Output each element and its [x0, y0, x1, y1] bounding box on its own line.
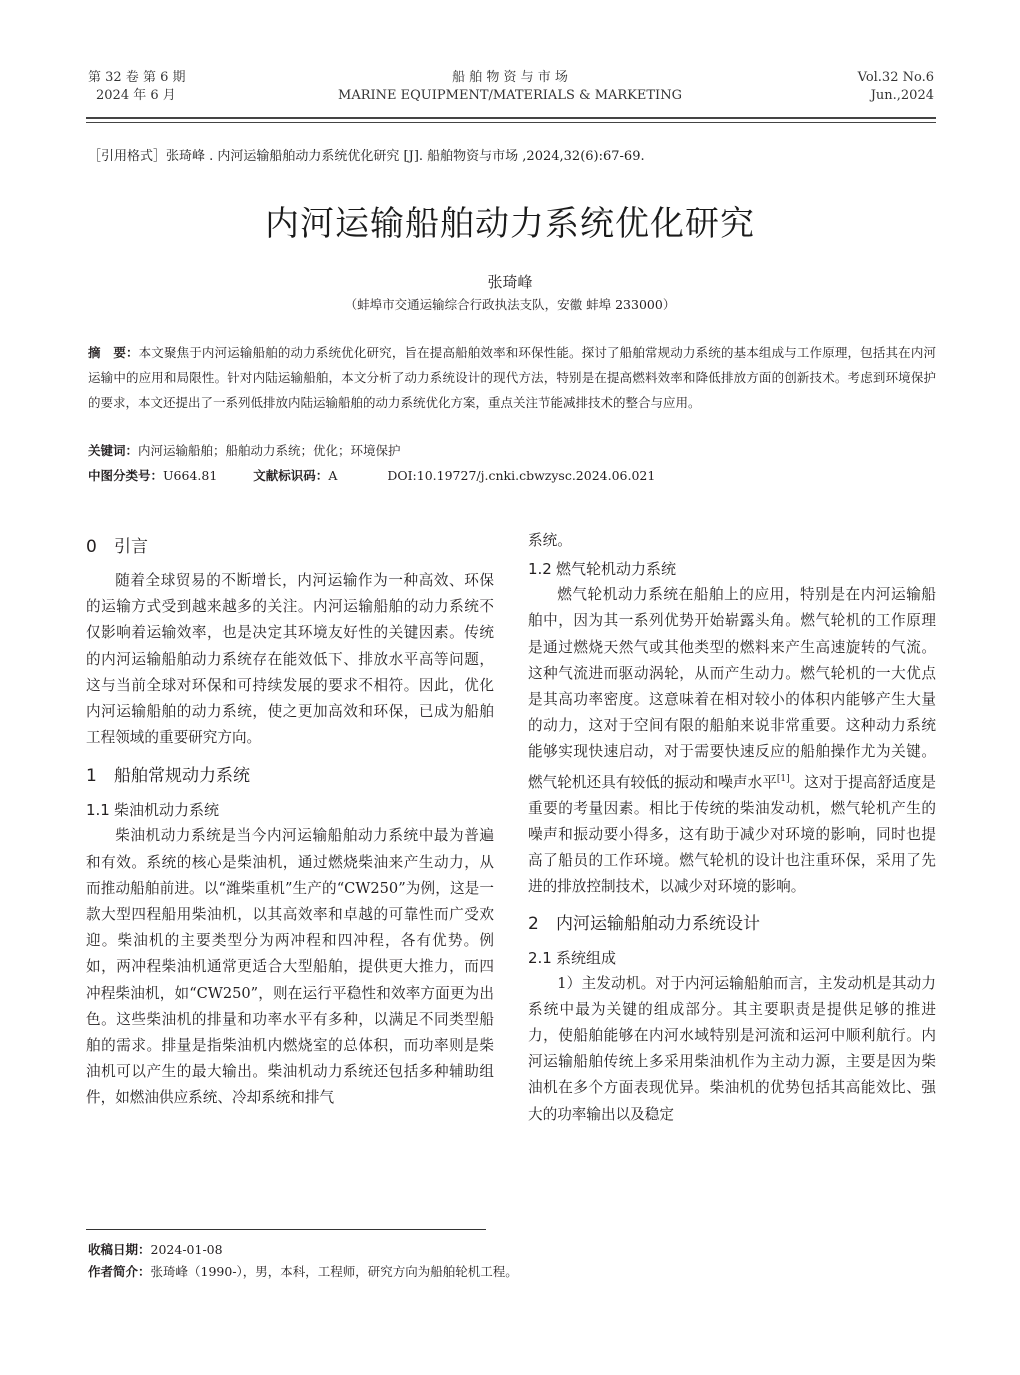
abstract	[88, 340, 936, 415]
section-number: 0	[86, 537, 97, 557]
paragraph: 1）主发动机。对于内河运输船舶而言，主发动机是其动力系统中最为关键的组成部分。其主要职责是提供足够的推进力，使船舶能够在内河水域特别是河流和运河中顺利航行。内河运输船舶传统上多采用柴油机作为主动力源，主要是因为柴油机在多个方面表现优异。柴油机的优势包括其高能效比、强大的功率输出以及稳定	[528, 974, 936, 1123]
section-number: 1	[86, 766, 97, 787]
paper-title: 内河运输船舶动力系统优化研究	[265, 204, 755, 244]
abstract-label: 摘 要：	[88, 345, 139, 360]
citation-format	[88, 148, 645, 166]
journal-issue-info	[88, 69, 185, 105]
author-bio-label: 作者简介：	[88, 1264, 151, 1279]
author-bio	[88, 1262, 518, 1282]
doc-code-value: A	[328, 468, 338, 483]
classification-line	[88, 466, 936, 486]
section-number: 2	[528, 913, 539, 934]
clc-value: U664.81	[163, 468, 218, 483]
subsection-title: 系统组成	[556, 948, 617, 967]
date-en: Jun.,2024	[870, 88, 934, 103]
issue-date: 2024 年 6 月	[96, 88, 176, 103]
section-heading	[86, 763, 494, 789]
section-heading	[86, 534, 494, 560]
clc-label: 中图分类号：	[88, 468, 164, 483]
subsection-number: 1.1	[86, 801, 110, 820]
paragraph-text: 。这对于提高舒适度是重要的考量因素。相比于传统的柴油发动机，燃气轮机产生的噪声和振动要小得多，这有助于减少对环境的影响，同时也提高了船员的工作环境。燃气轮机的设计也注重环保，采用了先进的排放控制技术，以减少对环境的影响。	[528, 773, 936, 896]
keywords	[88, 441, 936, 461]
body-column-right	[528, 528, 936, 1128]
section-title: 船舶常规动力系统	[114, 766, 250, 787]
subsection-title: 燃气轮机动力系统	[556, 560, 677, 579]
journal-volume-en	[858, 69, 934, 105]
volume-en: Vol.32 No.6	[857, 70, 934, 85]
subsection-heading	[528, 945, 936, 971]
subsection-heading	[86, 797, 494, 823]
doi: DOI:10.19727/j.cnki.cbwzysc.2024.06.021	[387, 468, 656, 483]
section-heading	[528, 911, 936, 937]
paragraph-text: 燃气轮机动力系统在船舶上的应用，特别是在内河运输船舶中，因为其一系列优势开始崭露头角。燃气轮机的工作原理是通过燃烧天然气或其他类型的燃料来产生高速旋转的气流。这种气流进而驱动涡轮，从而产生动力。燃气轮机的一大优点是其高功率密度。这意味着在相对较小的体积内能够产生大量的动力，这对于空间有限的船舶来说非常重要。这种动力系统能够实现快速启动，对于需要快速反应的船舶操作尤为关键。燃气轮机还具有较低的振动和噪声水平	[528, 586, 936, 791]
received-label: 收稿日期：	[88, 1242, 151, 1257]
author-bio-text: 张琦峰（1990-），男，本科，工程师，研究方向为船舶轮机工程。	[150, 1264, 518, 1279]
paragraph: 柴油机动力系统是当今内河运输船舶动力系统中最为普遍和有效。系统的核心是柴油机，通过燃烧柴油来产生动力，从而推动船舶前进。以“潍柴重机”生产的“CW250”为例，这是一款大型四程船用柴油机，以其高效率和卓越的可靠性而广受欢迎。柴油机的主要类型分为两冲程和四冲程，各有优势。例如，两冲程柴油机通常更适合大型船舶，提供更大推力，而四冲程柴油机，如“CW250”，则在运行平稳性和效率方面更为出色。这些柴油机的排量和功率水平有多种，以满足不同类型船舶的需求。排量是指柴油机内燃烧室的总体积，而功率则是柴油机可以产生的最大输出。柴油机动力系统还包括多种辅助组件，如燃油供应系统、冷却系统和排气	[86, 827, 494, 1107]
citation-label: ［引用格式］	[88, 149, 167, 164]
author-name: 张琦峰	[487, 273, 533, 291]
section-title: 引言	[114, 537, 148, 557]
subsection-heading	[528, 556, 936, 582]
journal-name-en: MARINE EQUIPMENT/MATERIALS & MARKETING	[338, 88, 682, 103]
section-title: 内河运输船舶动力系统设计	[556, 913, 760, 934]
paragraph: 随着全球贸易的不断增长，内河运输作为一种高效、环保的运输方式受到越来越多的关注。内河运输船舶的动力系统不仅影响着运输效率，也是决定其环境友好性的关键因素。传统的内河运输船舶动力系统存在能效低下、排放水平高等问题，这与当前全球对环保和可持续发展的要求不相符。因此，优化内河运输船舶的动力系统，使之更加高效和环保，已成为船舶工程领域的重要研究方向。	[86, 572, 494, 747]
subsection-title: 柴油机动力系统	[114, 801, 220, 820]
received-value: 2024-01-08	[150, 1242, 223, 1257]
abstract-text: 本文聚焦于内河运输船舶的动力系统优化研究，旨在提高船舶效率和环保性能。探讨了船舶常规动力系统的基本组成与工作原理，包括其在内河运输中的应用和局限性。针对内陆运输船舶，本文分析了动力系统设计的现代方法，特别是在提高燃料效率和降低排放方面的创新技术。考虑到环境保护的要求，本文还提出了一系列低排放内陆运输船舶的动力系统优化方案，重点关注节能减排技术的整合与应用。	[88, 345, 936, 410]
subsection-number: 2.1	[528, 948, 552, 967]
journal-name-cn: 船 舶 物 资 与 市 场	[452, 70, 568, 85]
body-column-left	[86, 528, 494, 1112]
subsection-number: 1.2	[528, 560, 552, 579]
citation-text: 张琦峰 . 内河运输船舶动力系统优化研究 [J]. 船舶物资与市场 ,2024,32(6):67-69.	[166, 149, 645, 164]
author-affiliation: （蚌埠市交通运输综合行政执法支队，安徽 蚌埠 233000）	[344, 297, 676, 312]
reference-marker[interactable]: [1]	[776, 773, 790, 784]
keywords-label: 关键词：	[88, 443, 139, 458]
keywords-text: 内河运输船舶；船舶动力系统；优化；环境保护	[138, 443, 401, 458]
received-date	[88, 1240, 223, 1260]
journal-name	[300, 69, 720, 105]
paragraph-continuation: 系统。	[528, 532, 572, 549]
header-rule-thin	[86, 122, 936, 123]
doc-code-label: 文献标识码：	[253, 468, 329, 483]
volume-issue: 第 32 卷 第 6 期	[88, 70, 186, 85]
header-rule-thick	[86, 117, 936, 119]
paragraph	[528, 582, 936, 900]
footnote-rule	[86, 1229, 486, 1230]
